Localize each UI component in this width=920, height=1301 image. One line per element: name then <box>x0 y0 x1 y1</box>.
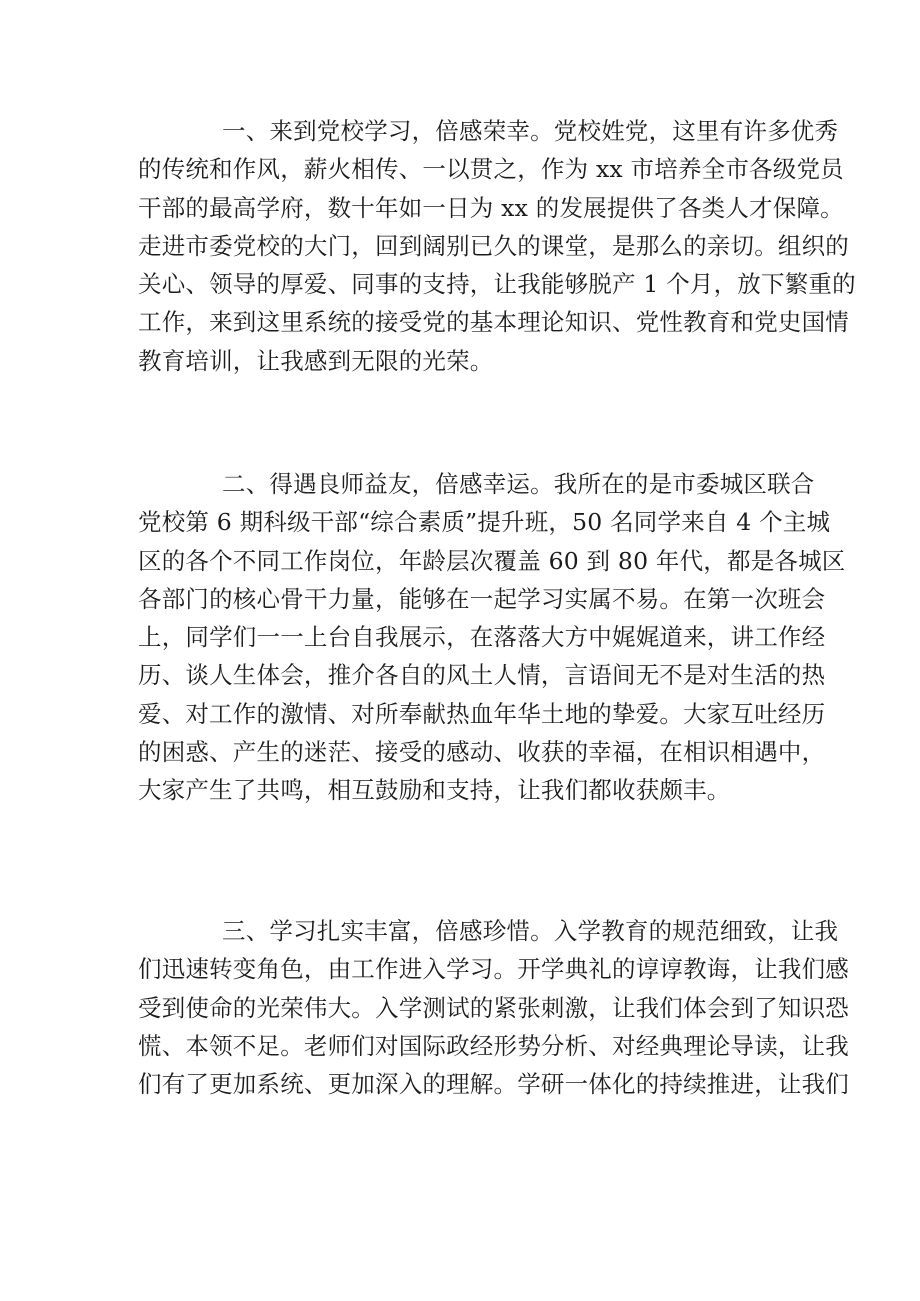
paragraph-1-line-6: 工作，来到这里系统的接受党的基本理论知识、党性教育和党史国情 <box>138 308 849 337</box>
paragraph-1-line-4: 走进市委党校的大门，回到阔别已久的课堂，是那么的亲切。组织的 <box>138 231 849 260</box>
paragraph-1-line-1: 一、来到党校学习，倍感荣幸。党校姓党，这里有许多优秀 <box>222 117 839 145</box>
paragraph-3-line-4: 慌、本领不足。老师们对国际政经形势分析、对经典理论导读，让我 <box>138 1031 849 1060</box>
paragraph-3-line-1: 三、学习扎实丰富，倍感珍惜。入学教育的规范细致，让我 <box>222 917 839 945</box>
paragraph-2-line-1: 二、得遇良师益友，倍感幸运。我所在的是市委城区联合 <box>222 470 815 498</box>
paragraph-1-line-5: 关心、领导的厚爱、同事的支持，让我能够脱产 1 个月，放下繁重的 <box>138 270 856 299</box>
paragraph-1-line-3: 干部的最高学府，数十年如一日为 xx 的发展提供了各类人才保障。 <box>138 193 844 222</box>
paragraph-1-line-7: 教育培训，让我感到无限的光荣。 <box>138 346 494 375</box>
paragraph-2-line-4: 各部门的核心骨干力量，能够在一起学习实属不易。在第一次班会 <box>138 584 826 613</box>
paragraph-2-line-9: 大家产生了共鸣，相互鼓励和支持，让我们都收获颇丰。 <box>138 776 731 805</box>
paragraph-2-line-3: 区的各个不同工作岗位，年龄层次覆盖 60 到 80 年代，都是各城区 <box>138 546 846 575</box>
paragraph-2-line-5: 上，同学们一一上台自我展示，在落落大方中娓娓道来，讲工作经 <box>138 623 826 652</box>
paragraph-3-line-3: 受到使命的光荣伟大。入学测试的紧张刺激，让我们体会到了知识恐 <box>138 993 849 1022</box>
paragraph-3 <box>138 912 849 1103</box>
paragraph-2-line-2: 党校第 6 期科级干部“综合素质”提升班，50 名同学来自 4 个主城 <box>138 508 831 537</box>
paragraph-2 <box>138 465 846 810</box>
paragraph-1 <box>138 112 856 380</box>
paragraph-2-line-8: 的困惑、产生的迷茫、接受的感动、收获的幸福，在相识相遇中， <box>138 738 826 767</box>
paragraph-2-line-7: 爱、对工作的激情、对所奉献热血年华土地的挚爱。大家互吐经历 <box>138 699 826 728</box>
paragraph-1-line-2: 的传统和作风，薪火相传、一以贯之，作为 xx 市培养全市各级党员 <box>138 155 844 184</box>
paragraph-3-line-5: 们有了更加系统、更加深入的理解。学研一体化的持续推进，让我们 <box>138 1070 849 1099</box>
paragraph-3-line-2: 们迅速转变角色，由工作进入学习。开学典礼的谆谆教诲，让我们感 <box>138 955 849 984</box>
paragraph-2-line-6: 历、谈人生体会，推介各自的风土人情，言语间无不是对生活的热 <box>138 661 826 690</box>
